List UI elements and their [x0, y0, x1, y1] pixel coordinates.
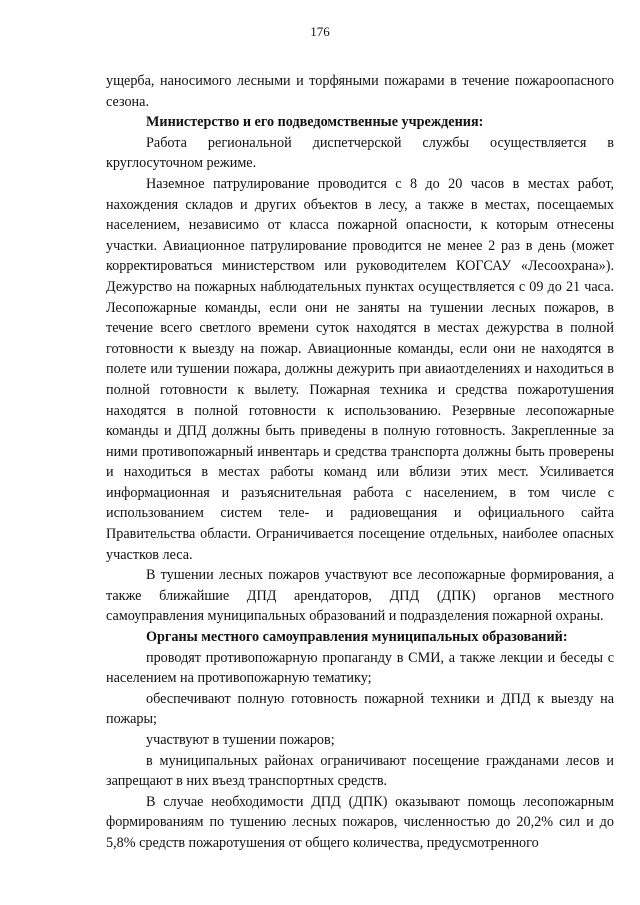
- document-body: [106, 71, 614, 854]
- paragraph: обеспечивают полную готовность пожарной техники и ДПД к выезду на пожары;: [106, 690, 614, 728]
- paragraph: В тушении лесных пожаров участвуют все лесопожарные формирования, а также ближайшие ДПД арендаторов, ДПД (ДПК) органов местного самоуправления муниципальных образований и подразделения пожарной охраны.: [106, 567, 614, 625]
- page-number: 176: [310, 24, 330, 39]
- paragraph: Наземное патрулирование проводится с 8 до 20 часов в местах работ, нахождения складов и других объектов в лесу, а также в местах, посещаемых населением, независимо от класса пожарной опасности, к которым отнесены участки. Авиационное патрулирование проводится не менее 2 раз в день (может корректироваться министерством или руководителем КОГСАУ «Лесоохрана»). Дежурство на пожарных наблюдательных пунктах осуществляется с 09 до 21 часа. Лесопожарные команды, если они не заняты на тушении лесных пожаров, в течение всего светлого времени суток находятся в местах дежурства в полной готовности к выезду на пожар. Авиационные команды, если они не находятся в полете или тушении пожара, должны дежурить при авиаотделениях и находиться в полной готовности к вылету. Пожарная техника и средства пожаротушения находятся в полной готовности к использованию. Резервные лесопожарные команды и ДПД должны быть приведены в полную готовность. Закрепленные за ними противопожарный инвентарь и средства транспорта должны быть проверены и находиться в местах работы команд или вблизи этих мест. Усиливается информационная и разъяснительная работа с населением, в том числе с использованием систем теле- и радиовещания и официального сайта Правительства области. Ограничивается посещение отдельных, наиболее опасных участков леса.: [106, 175, 614, 563]
- paragraph: Министерство и его подведомственные учреждения:: [146, 114, 484, 131]
- paragraph: участвуют в тушении пожаров;: [146, 732, 335, 748]
- paragraph: ущерба, наносимого лесными и торфяными пожарами в течение пожароопасного сезона.: [106, 73, 614, 110]
- paragraph: Работа региональной диспетчерской службы осуществляется в круглосуточном режиме.: [106, 134, 614, 172]
- paragraph: в муниципальных районах ограничивают посещение гражданами лесов и запрещают в них въезд транспортных средств.: [106, 752, 614, 790]
- paragraph: проводят противопожарную пропаганду в СМИ, а также лекции и беседы с населением на противопожарную тематику;: [106, 649, 614, 687]
- paragraph: Органы местного самоуправления муниципальных образований:: [146, 629, 568, 646]
- paragraph: В случае необходимости ДПД (ДПК) оказывают помощь лесопожарным формированиям по тушению лесных пожаров, численностью до 20,2% сил и до 5,8% средств пожаротушения от общего количества, предусмотренного: [106, 793, 614, 851]
